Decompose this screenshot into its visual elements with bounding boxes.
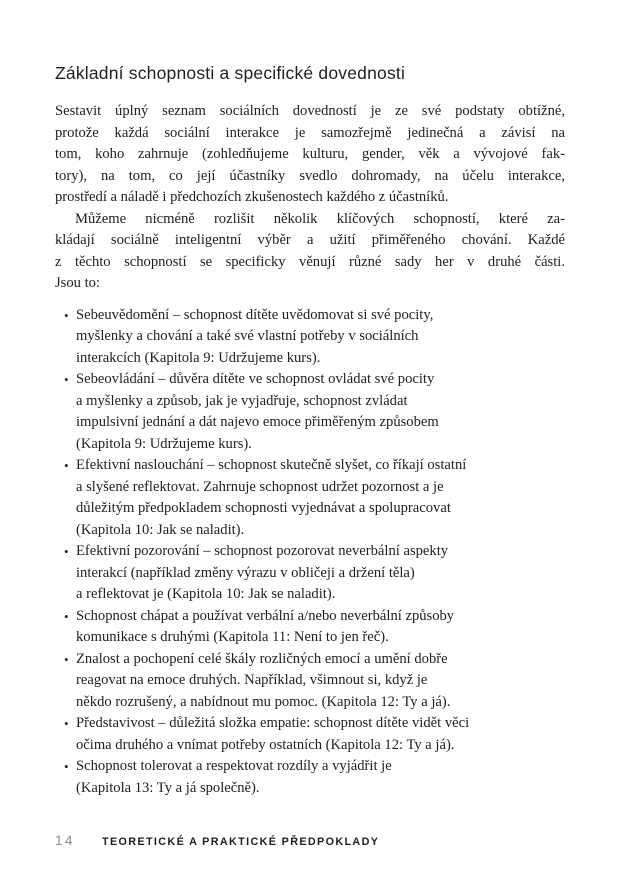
bullet-icon: • xyxy=(64,651,69,667)
bullet-icon: • xyxy=(64,608,69,624)
list-item-self-awareness xyxy=(55,305,565,370)
section-heading: Základní schopnosti a specifické dovednosti xyxy=(55,63,406,83)
list-item-effective-listening xyxy=(55,455,565,541)
list-item-text: Znalost a pochopení celé škály rozličných emocí a umění dobře reagovat na emoce druhých. Například, všimnout si, když je někdo rozrušený, a nabídnout mu pomoc. (Kapitola 12: Ty a já). xyxy=(76,650,451,710)
list-item-text: Efektivní pozorování – schopnost pozorovat neverbální aspekty interakcí (například změny výrazu v obličeji a držení těla) a reflektovat je (Kapitola 10: Jak se naladit). xyxy=(76,543,449,602)
bullet-icon: • xyxy=(64,544,69,559)
list-item-text: Sebeovládání – důvěra dítěte ve schopnost ovládat své pocity a myšlenky a způsob, jak je vyjadřuje, schopnost zvládat impulsivní jednání a dát najevo emoce přiměřeným způsobem (Kapitola 9: Udržujeme kurs). xyxy=(76,371,439,452)
bullet-icon: • xyxy=(64,716,69,731)
list-item-text: Efektivní naslouchání – schopnost skutečně slyšet, co říkají ostatní a slyšené reflektovat. Zahrnuje schopnost udržet pozornost a je důležitým předpokladem schopnosti vyjednávat a spolupracovat (Kapitola 10: Jak se naladit). xyxy=(76,457,467,538)
skills-list xyxy=(55,305,565,800)
list-item-text: Schopnost chápat a používat verbální a/nebo neverbální způsoby komunikace s druhými (Kapitola 11: Není to jen řeč). xyxy=(76,607,455,645)
list-item-text: Představivost – důležitá složka empatie: schopnost dítěte vidět věci očima druhého a vnímat potřeby ostatních (Kapitola 12: Ty a já). xyxy=(76,715,470,753)
running-head: TEORETICKÉ A PRAKTICKÉ PŘEDPOKLADY xyxy=(102,836,380,848)
list-item-text: Schopnost tolerovat a respektovat rozdíly a vyjádřit je (Kapitola 13: Ty a já společně). xyxy=(76,758,392,796)
page-number: 14 xyxy=(55,833,76,848)
paragraph-intro: Sestavit úplný seznam sociálních dovedností je ze své podstaty obtížné, protože každá sociální interakce je samozřejmě jedinečná a závisí na tom, koho zahrnuje (zohledňujeme kulturu, gender, věk a vývojové fak- tory), na tom, co její účastníky svedlo dohromady, na účelu interakce, prostředí a náladě i předchozích zkušenostech každého z účastníků. xyxy=(55,103,565,205)
list-item-text: Sebeuvědomění – schopnost dítěte uvědomovat si své pocity, myšlenky a chování a také své vlastní potřeby v sociálních interakcích (Kapitola 9: Udržujeme kurs). xyxy=(76,306,434,366)
list-item-self-control xyxy=(55,369,565,455)
list-item-imagination xyxy=(55,713,565,756)
list-item-tolerance xyxy=(55,756,565,799)
page-footer xyxy=(55,833,379,848)
bullet-icon: • xyxy=(64,372,69,387)
bullet-icon: • xyxy=(64,458,69,473)
list-item-emotions-knowledge xyxy=(55,649,565,714)
list-item-effective-observation xyxy=(55,541,565,606)
bullet-icon: • xyxy=(64,307,69,323)
paragraph-key-abilities: Můžeme nicméně rozlišit několik klíčových schopností, které za- kládají sociálně inteligentní výběr a užití přiměřeného chování. Každé z těchto schopností se specificky věnují různé sady her v druhé části. Jsou to: xyxy=(55,210,565,291)
bullet-icon: • xyxy=(64,759,69,774)
list-item-communication xyxy=(55,606,565,649)
